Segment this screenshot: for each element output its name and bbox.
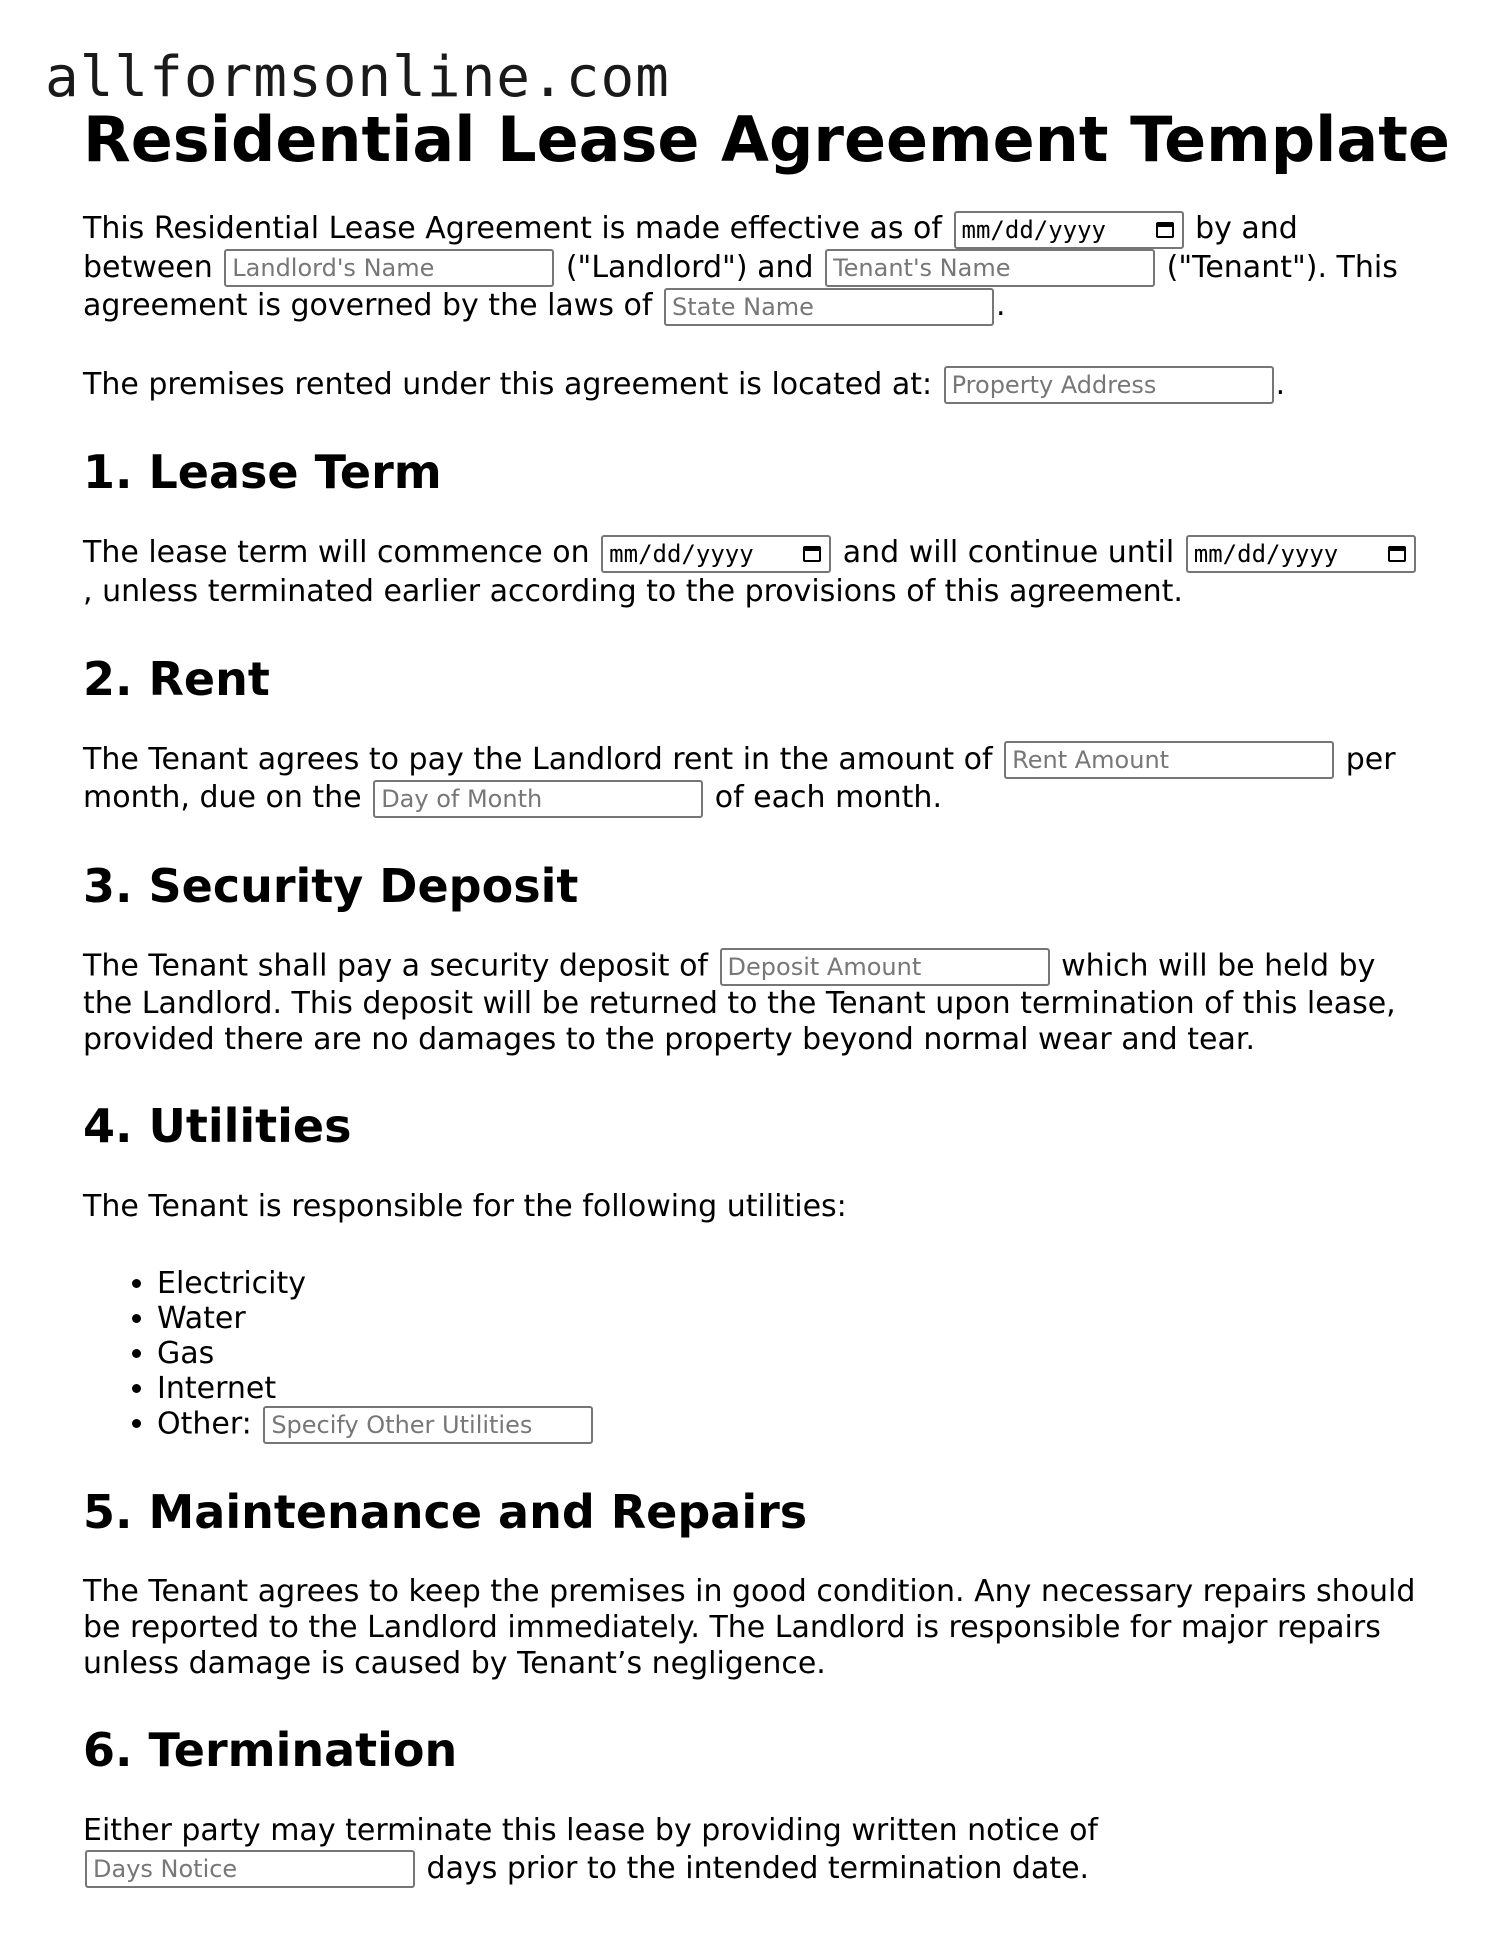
section-heading-utilities: 4. Utilities [83,1098,352,1153]
section-heading-security-deposit: 3. Security Deposit [83,858,579,913]
list-item: • Water [157,1301,1423,1336]
other-utilities-input[interactable] [263,1406,593,1444]
utilities-list [83,1266,1423,1444]
list-item: • Gas [157,1336,1423,1371]
deposit-paragraph [83,948,1423,1058]
property-address-input[interactable] [944,366,1274,404]
lease-term-text-2: and will continue until [842,535,1175,570]
calendar-icon[interactable] [803,546,821,562]
intro-text-5: . [995,288,1006,323]
calendar-icon[interactable] [1156,222,1174,238]
site-watermark: allformsonline.com [45,45,670,110]
rent-text-3: of each month. [714,780,942,815]
rent-text-2: per month, due on the [83,741,1396,815]
page-title: Residential Lease Agreement Template [83,103,1450,176]
section-heading-termination: 6. Termination [83,1722,458,1777]
rent-due-day-input[interactable] [373,780,703,818]
section-heading-rent: 2. Rent [83,651,270,706]
tenant-name-input[interactable] [825,249,1155,287]
intro-text-3: ("Landlord") and [565,249,814,285]
premises-text-2: . [1275,366,1286,402]
deposit-text-2: which will be held by the Landlord. This deposit will be returned to the Tenant upon termination of this lease, provided there are no damages to the property beyond normal wear and tear. [83,948,1396,1057]
section-heading-lease-term: 1. Lease Term [83,445,442,499]
state-name-input[interactable] [664,288,994,326]
lease-term-text-1: The lease term will commence on [83,535,590,570]
utilities-intro: The Tenant is responsible for the following utilities: [83,1188,847,1224]
effective-date-input[interactable]: mm/dd/yyyy [954,211,1184,249]
rent-text-1: The Tenant agrees to pay the Landlord rent in the amount of [83,741,993,777]
section-heading-maintenance: 5. Maintenance and Repairs [83,1484,808,1539]
intro-text-4: ("Tenant"). This agreement is governed by the laws of [83,249,1398,323]
landlord-name-input[interactable] [224,249,554,287]
termination-text-1: Either party may terminate this lease by providing written notice of [83,1812,1098,1848]
deposit-amount-input[interactable] [720,948,1050,986]
termination-text-2: days prior to the intended termination date. [426,1850,1090,1886]
intro-paragraph [83,210,1423,326]
deposit-text-1: The Tenant shall pay a security deposit of [83,948,708,983]
list-item: • Internet [157,1371,1423,1406]
premises-paragraph [83,366,1423,405]
list-item-other [157,1406,1423,1444]
termination-paragraph [83,1812,1423,1889]
lease-form [83,100,1450,1928]
rent-paragraph [83,741,1423,818]
intro-text-1: This Residential Lease Agreement is made effective as of [83,211,942,246]
calendar-icon[interactable] [1388,546,1406,562]
maintenance-paragraph: The Tenant agrees to keep the premises in good condition. Any necessary repairs should be reported to the Landlord immediately. The Landlord is responsible for major repairs unless damage is caused by Tenant’s negligence. [83,1573,1416,1681]
premises-text-1: The premises rented under this agreement is located at: [83,366,933,402]
lease-end-date-input[interactable]: mm/dd/yyyy [1186,535,1416,573]
lease-term-text-3: , unless terminated earlier according to the provisions of this agreement. [83,573,1183,609]
lease-term-paragraph [83,534,1423,611]
days-notice-input[interactable] [85,1850,415,1888]
list-item: • Electricity [157,1266,1423,1301]
rent-amount-input[interactable] [1004,741,1334,779]
lease-start-date-input[interactable]: mm/dd/yyyy [601,535,831,573]
other-utilities-label: Other: [157,1406,252,1441]
intro-text-2: by and between [83,211,1298,285]
